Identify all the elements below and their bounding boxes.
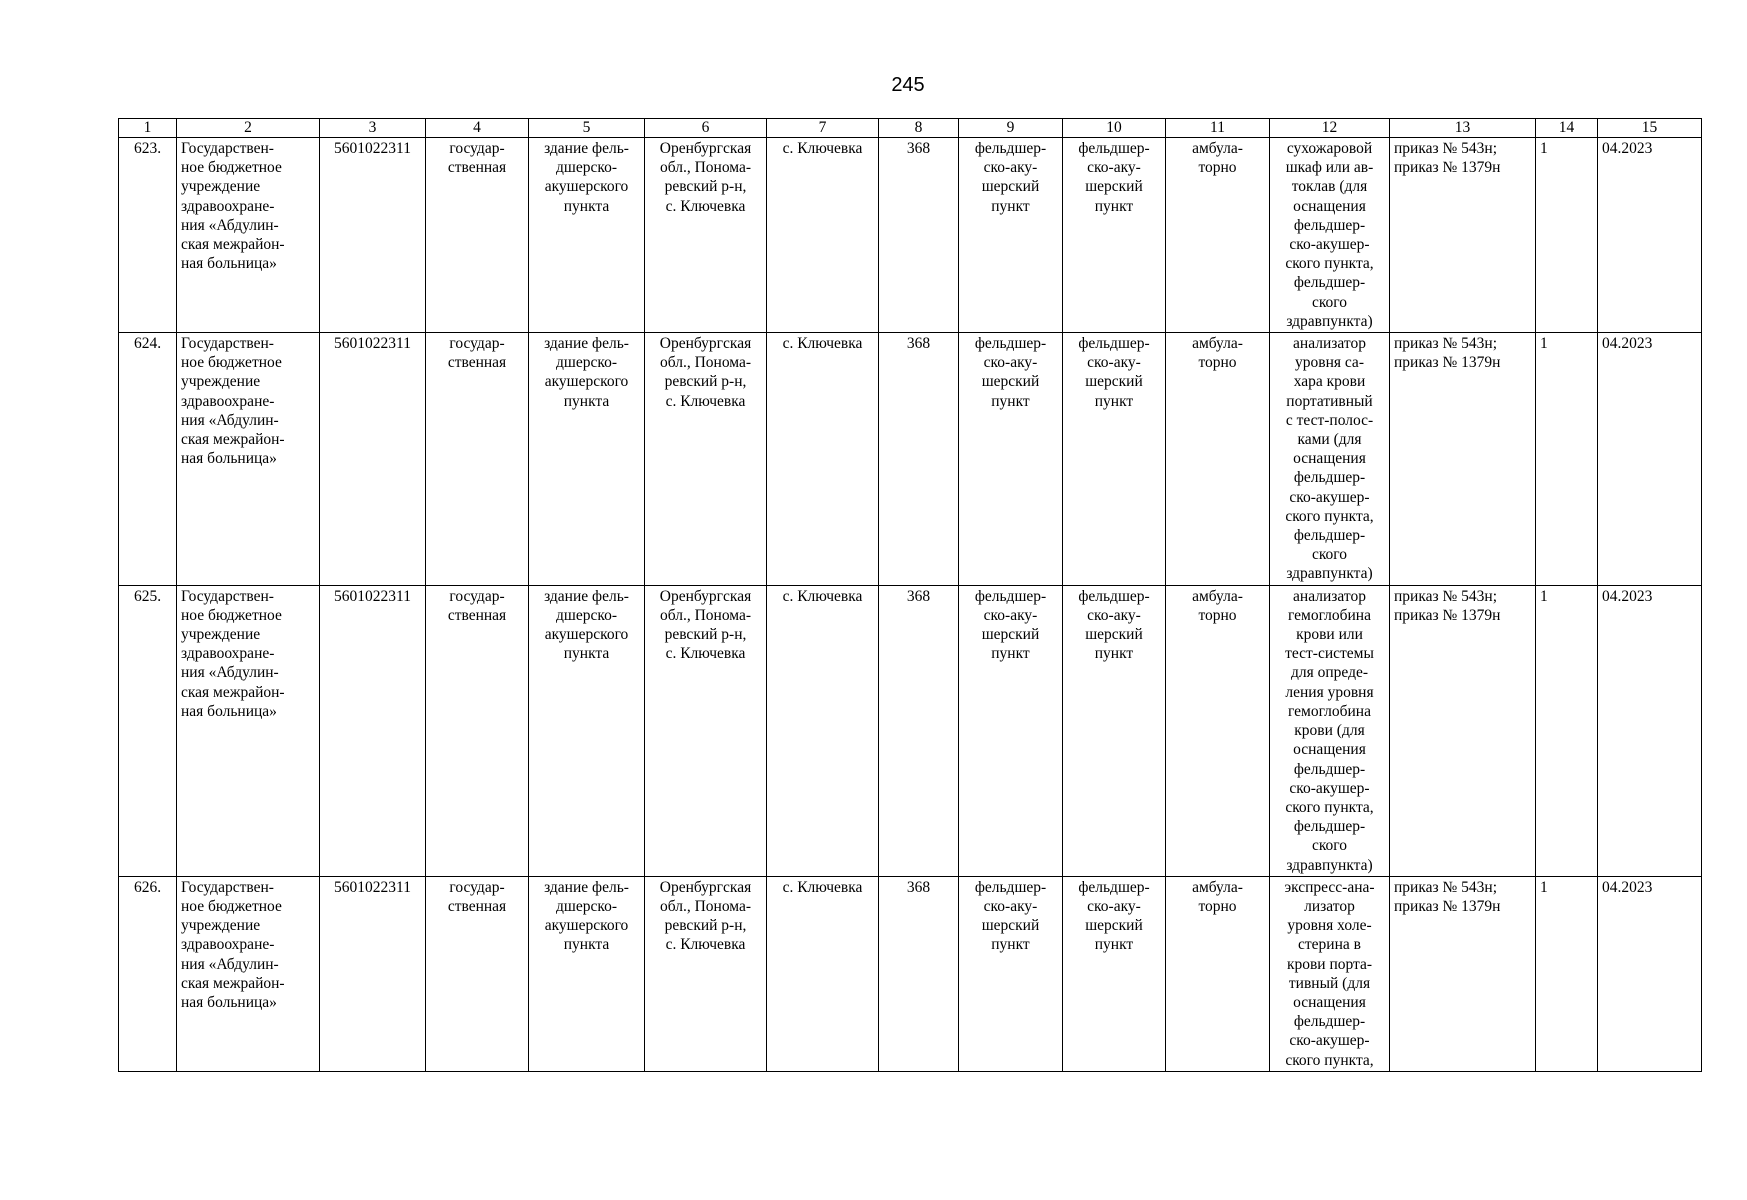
cell-text-line: токлав (для — [1291, 178, 1368, 196]
building-cell — [529, 585, 645, 876]
cell-text-line: фельдшер- — [974, 587, 1047, 605]
equipment-cell — [1270, 138, 1390, 333]
cell-text-line: фельдшер- — [1078, 878, 1150, 896]
cell-text-line: пункт — [1094, 936, 1134, 954]
inn-cell: 5601022311 — [320, 585, 426, 876]
address-cell — [645, 333, 767, 586]
cell-text-line: ственная — [447, 606, 507, 624]
column-header: 12 — [1270, 119, 1390, 138]
cell-text-line: приказ № 543н; — [1394, 878, 1498, 896]
cell-text-line: здравоохране- — [181, 197, 275, 215]
cell-text-line: ками (для — [1297, 431, 1362, 449]
cell-text-line: Оренбургская — [659, 587, 752, 605]
row-number-cell: 623. — [119, 138, 177, 333]
cell-text-line: приказ № 1379н — [1394, 897, 1501, 915]
organization-cell — [177, 138, 320, 333]
cell-text-line: крови или — [1296, 626, 1363, 644]
cell-text-line: здание фель- — [544, 335, 629, 353]
cell-text-line: ско-аку- — [1087, 354, 1141, 372]
cell-text-line: шерский — [981, 178, 1040, 196]
column-header: 1 — [119, 119, 177, 138]
date-cell: 04.2023 — [1598, 333, 1702, 586]
cell-text-line: здание фель- — [544, 878, 629, 896]
cell-text-line: крови (для — [1294, 722, 1365, 740]
cell-text-line: ния «Абдулин- — [181, 955, 279, 973]
cell-text-line: оснащения — [1293, 741, 1366, 759]
cell-text-line: ского пункта, — [1285, 1051, 1374, 1069]
cell-text-line: ско-акушер- — [1289, 779, 1370, 797]
cell-text-line: шерский — [981, 626, 1040, 644]
cell-text-line: стерина в — [1298, 936, 1361, 954]
column-header: 4 — [426, 119, 529, 138]
cell-text-line: ско-аку- — [983, 159, 1038, 177]
cell-text-line: фельдшер- — [1293, 760, 1366, 778]
cell-text-line: пункт — [1094, 645, 1134, 663]
quantity-cell: 1 — [1536, 333, 1598, 586]
cell-text-line: ревский р-н, — [664, 373, 747, 391]
equipment-cell — [1270, 333, 1390, 586]
cell-text-line: фельдшер- — [1293, 216, 1366, 234]
address-cell — [645, 876, 767, 1071]
table-row — [119, 138, 1702, 333]
cell-text-line: шерский — [1085, 178, 1143, 196]
cell-text-line: здравпункта) — [1286, 856, 1373, 874]
column-header: 11 — [1166, 119, 1270, 138]
cell-text-line: приказ № 1379н — [1394, 354, 1501, 372]
building-cell — [529, 333, 645, 586]
cell-text-line: ления уровня — [1285, 683, 1374, 701]
cell-text-line: здравпункта) — [1286, 565, 1373, 583]
column-header: 13 — [1390, 119, 1536, 138]
column-header: 5 — [529, 119, 645, 138]
cell-text-line: государ- — [449, 335, 505, 353]
facility-kind-cell — [1063, 333, 1166, 586]
cell-text-line: обл., Понома- — [659, 897, 752, 915]
column-header: 3 — [320, 119, 426, 138]
facility-kind-cell — [1063, 585, 1166, 876]
cell-text-line: фельдшер- — [1293, 469, 1366, 487]
column-header: 2 — [177, 119, 320, 138]
cell-text-line: ния «Абдулин- — [181, 216, 279, 234]
cell-text-line: обл., Понома- — [659, 606, 752, 624]
cell-text-line: здравпункта) — [1286, 312, 1373, 330]
cell-text-line: ное бюджетное — [181, 159, 282, 177]
date-cell: 04.2023 — [1598, 876, 1702, 1071]
order-cell — [1390, 585, 1536, 876]
cell-text-line: ско-аку- — [1087, 159, 1141, 177]
cell-text-line: ско-аку- — [983, 606, 1038, 624]
cell-text-line: пункта — [563, 197, 610, 215]
column-header: 9 — [959, 119, 1063, 138]
order-cell — [1390, 876, 1536, 1071]
cell-text-line: ская межрайон- — [181, 236, 285, 254]
date-cell: 04.2023 — [1598, 585, 1702, 876]
cell-text-line: Оренбургская — [659, 140, 752, 157]
cell-text-line: торно — [1198, 354, 1237, 372]
cell-text-line: шерский — [981, 917, 1040, 935]
care-mode-cell — [1166, 333, 1270, 586]
cell-text-line: анализатор — [1293, 587, 1366, 605]
cell-text-line: ревский р-н, — [664, 626, 747, 644]
ownership-cell — [426, 585, 529, 876]
building-cell — [529, 138, 645, 333]
cell-text-line: шерский — [1085, 626, 1143, 644]
facility-type-cell — [959, 138, 1063, 333]
cell-text-line: акушерского — [544, 917, 629, 935]
settlement-cell: с. Ключевка — [767, 333, 879, 586]
column-header: 6 — [645, 119, 767, 138]
settlement-cell: с. Ключевка — [767, 585, 879, 876]
quantity-cell: 1 — [1536, 876, 1598, 1071]
cell-text-line: шерский — [1085, 917, 1143, 935]
cell-text-line: ского пункта, — [1285, 255, 1374, 273]
cell-text-line: уровня холе- — [1287, 917, 1372, 935]
cell-text-line: торно — [1198, 159, 1237, 177]
cell-text-line: торно — [1198, 897, 1237, 915]
cell-text-line: обл., Понома- — [659, 159, 752, 177]
cell-text-line: ное бюджетное — [181, 354, 282, 372]
cell-text-line: ная больница» — [181, 450, 277, 468]
cell-text-line: анализатор — [1293, 335, 1366, 353]
cell-text-line: ско-аку- — [1087, 606, 1141, 624]
column-header: 15 — [1598, 119, 1702, 138]
cell-text-line: приказ № 543н; — [1394, 335, 1498, 353]
cell-text-line: пункт — [991, 936, 1030, 954]
cell-text-line: ное бюджетное — [181, 606, 282, 624]
cell-text-line: здание фель- — [544, 140, 629, 157]
ownership-cell — [426, 876, 529, 1071]
quantity-cell: 1 — [1536, 585, 1598, 876]
cell-text-line: ского — [1311, 546, 1348, 564]
cell-text-line: фельдшер- — [1293, 818, 1366, 836]
cell-text-line: пункт — [1094, 197, 1134, 215]
inn-cell: 5601022311 — [320, 333, 426, 586]
cell-text-line: ревский р-н, — [664, 178, 747, 196]
cell-text-line: тест-системы — [1285, 645, 1374, 663]
cell-text-line: акушерского — [544, 626, 629, 644]
cell-text-line: ско-аку- — [983, 354, 1038, 372]
cell-text-line: тивный (для — [1288, 974, 1371, 992]
inn-cell: 5601022311 — [320, 138, 426, 333]
column-header: 7 — [767, 119, 879, 138]
cell-text-line: фельдшер- — [1293, 527, 1366, 545]
cell-text-line: ния «Абдулин- — [181, 664, 279, 682]
facility-kind-cell — [1063, 876, 1166, 1071]
order-cell — [1390, 138, 1536, 333]
cell-text-line: портативный — [1286, 392, 1373, 410]
care-mode-cell — [1166, 585, 1270, 876]
table-body — [119, 138, 1702, 1072]
cell-text-line: Оренбургская — [659, 335, 752, 353]
cell-text-line: ского пункта, — [1285, 507, 1374, 525]
cell-text-line: фельдшер- — [1078, 140, 1150, 157]
care-mode-cell — [1166, 138, 1270, 333]
cell-text-line: ско-акушер- — [1289, 488, 1370, 506]
cell-text-line: Государствен- — [181, 335, 274, 353]
column-header: 8 — [879, 119, 959, 138]
cell-text-line: здание фель- — [544, 587, 629, 605]
cell-text-line: ская межрайон- — [181, 683, 285, 701]
code-cell: 368 — [879, 876, 959, 1071]
row-number-cell: 624. — [119, 333, 177, 586]
cell-text-line: оснащения — [1293, 450, 1366, 468]
cell-text-line: ния «Абдулин- — [181, 411, 279, 429]
cell-text-line: гемоглобина — [1287, 702, 1371, 720]
cell-text-line: пункта — [563, 392, 610, 410]
facility-type-cell — [959, 876, 1063, 1071]
column-header: 14 — [1536, 119, 1598, 138]
cell-text-line: дшерско- — [556, 606, 617, 624]
cell-text-line: дшерско- — [556, 897, 617, 915]
cell-text-line: Государствен- — [181, 878, 274, 896]
order-cell — [1390, 333, 1536, 586]
cell-text-line: пункт — [991, 392, 1030, 410]
cell-text-line: оснащения — [1293, 993, 1366, 1011]
cell-text-line: обл., Понома- — [659, 354, 752, 372]
cell-text-line: учреждение — [181, 178, 261, 196]
cell-text-line: приказ № 543н; — [1394, 140, 1498, 157]
care-mode-cell — [1166, 876, 1270, 1071]
facility-type-cell — [959, 585, 1063, 876]
cell-text-line: с. Ключевка — [665, 197, 746, 215]
cell-text-line: ная больница» — [181, 993, 277, 1011]
cell-text-line: фельдшер- — [974, 140, 1047, 157]
cell-text-line: с. Ключевка — [665, 936, 746, 954]
cell-text-line: приказ № 1379н — [1394, 159, 1501, 177]
code-cell: 368 — [879, 585, 959, 876]
cell-text-line: амбула- — [1192, 587, 1243, 605]
column-header: 10 — [1063, 119, 1166, 138]
cell-text-line: хара крови — [1293, 373, 1366, 391]
date-cell: 04.2023 — [1598, 138, 1702, 333]
organization-cell — [177, 333, 320, 586]
cell-text-line: здравоохране- — [181, 936, 275, 954]
organization-cell — [177, 585, 320, 876]
cell-text-line: приказ № 543н; — [1394, 587, 1498, 605]
cell-text-line: экспресс-ана- — [1284, 878, 1375, 896]
cell-text-line: акушерского — [544, 373, 629, 391]
header-row — [119, 119, 1702, 138]
cell-text-line: ско-акушер- — [1289, 236, 1370, 254]
cell-text-line: оснащения — [1293, 197, 1366, 215]
cell-text-line: ная больница» — [181, 255, 277, 273]
cell-text-line: акушерского — [544, 178, 629, 196]
cell-text-line: ского — [1311, 837, 1348, 855]
cell-text-line: шкаф или ав- — [1285, 159, 1374, 177]
cell-text-line: ско-акушер- — [1289, 1032, 1370, 1050]
table-row — [119, 876, 1702, 1071]
cell-text-line: ственная — [447, 159, 507, 177]
cell-text-line: ского пункта, — [1285, 798, 1374, 816]
code-cell: 368 — [879, 138, 959, 333]
cell-text-line: торно — [1198, 606, 1237, 624]
facility-type-cell — [959, 333, 1063, 586]
row-number-cell: 626. — [119, 876, 177, 1071]
settlement-cell: с. Ключевка — [767, 138, 879, 333]
cell-text-line: государ- — [449, 587, 505, 605]
cell-text-line: с тест-полос- — [1285, 411, 1374, 429]
inn-cell: 5601022311 — [320, 876, 426, 1071]
row-number-cell: 625. — [119, 585, 177, 876]
table-row — [119, 585, 1702, 876]
cell-text-line: учреждение — [181, 373, 261, 391]
cell-text-line: фельдшер- — [974, 335, 1047, 353]
register-table — [118, 118, 1702, 1072]
cell-text-line: амбула- — [1192, 140, 1243, 157]
cell-text-line: ственная — [447, 897, 507, 915]
cell-text-line: фельдшер- — [1293, 274, 1366, 292]
cell-text-line: Государствен- — [181, 140, 274, 157]
cell-text-line: фельдшер- — [1078, 587, 1150, 605]
cell-text-line: лизатор — [1304, 897, 1355, 915]
cell-text-line: дшерско- — [556, 159, 617, 177]
cell-text-line: ская межрайон- — [181, 431, 285, 449]
cell-text-line: шерский — [1085, 373, 1143, 391]
cell-text-line: пункт — [991, 645, 1030, 663]
cell-text-line: учреждение — [181, 917, 261, 935]
page-number: 245 — [891, 74, 925, 96]
cell-text-line: государ- — [449, 140, 505, 157]
ownership-cell — [426, 138, 529, 333]
cell-text-line: Оренбургская — [659, 878, 752, 896]
facility-kind-cell — [1063, 138, 1166, 333]
cell-text-line: пункт — [1094, 392, 1134, 410]
cell-text-line: фельдшер- — [1293, 1013, 1366, 1031]
cell-text-line: ственная — [447, 354, 507, 372]
cell-text-line: с. Ключевка — [665, 392, 746, 410]
quantity-cell: 1 — [1536, 138, 1598, 333]
cell-text-line: здравоохране- — [181, 392, 275, 410]
cell-text-line: фельдшер- — [1078, 335, 1150, 353]
table-row — [119, 333, 1702, 586]
cell-text-line: учреждение — [181, 626, 261, 644]
cell-text-line: амбула- — [1192, 878, 1243, 896]
cell-text-line: ско-аку- — [983, 897, 1038, 915]
cell-text-line: ская межрайон- — [181, 974, 285, 992]
cell-text-line: ное бюджетное — [181, 897, 282, 915]
cell-text-line: для опреде- — [1290, 664, 1369, 682]
cell-text-line: пункта — [563, 936, 610, 954]
cell-text-line: Государствен- — [181, 587, 274, 605]
cell-text-line: ревский р-н, — [664, 917, 747, 935]
address-cell — [645, 585, 767, 876]
cell-text-line: пункта — [563, 645, 610, 663]
cell-text-line: дшерско- — [556, 354, 617, 372]
building-cell — [529, 876, 645, 1071]
cell-text-line: пункт — [991, 197, 1030, 215]
cell-text-line: с. Ключевка — [665, 645, 746, 663]
code-cell: 368 — [879, 333, 959, 586]
cell-text-line: уровня са- — [1295, 354, 1364, 372]
equipment-cell — [1270, 585, 1390, 876]
cell-text-line: гемоглобина — [1287, 606, 1371, 624]
cell-text-line: приказ № 1379н — [1394, 606, 1501, 624]
ownership-cell — [426, 333, 529, 586]
organization-cell — [177, 876, 320, 1071]
settlement-cell: с. Ключевка — [767, 876, 879, 1071]
cell-text-line: фельдшер- — [974, 878, 1047, 896]
cell-text-line: шерский — [981, 373, 1040, 391]
cell-text-line: крови порта- — [1286, 955, 1373, 973]
cell-text-line: ско-аку- — [1087, 897, 1141, 915]
cell-text-line: государ- — [449, 878, 505, 896]
address-cell — [645, 138, 767, 333]
cell-text-line: сухожаровой — [1286, 140, 1373, 157]
equipment-cell — [1270, 876, 1390, 1071]
cell-text-line: ная больница» — [181, 702, 277, 720]
cell-text-line: здравоохране- — [181, 645, 275, 663]
cell-text-line: амбула- — [1192, 335, 1243, 353]
cell-text-line: ского — [1311, 293, 1348, 311]
